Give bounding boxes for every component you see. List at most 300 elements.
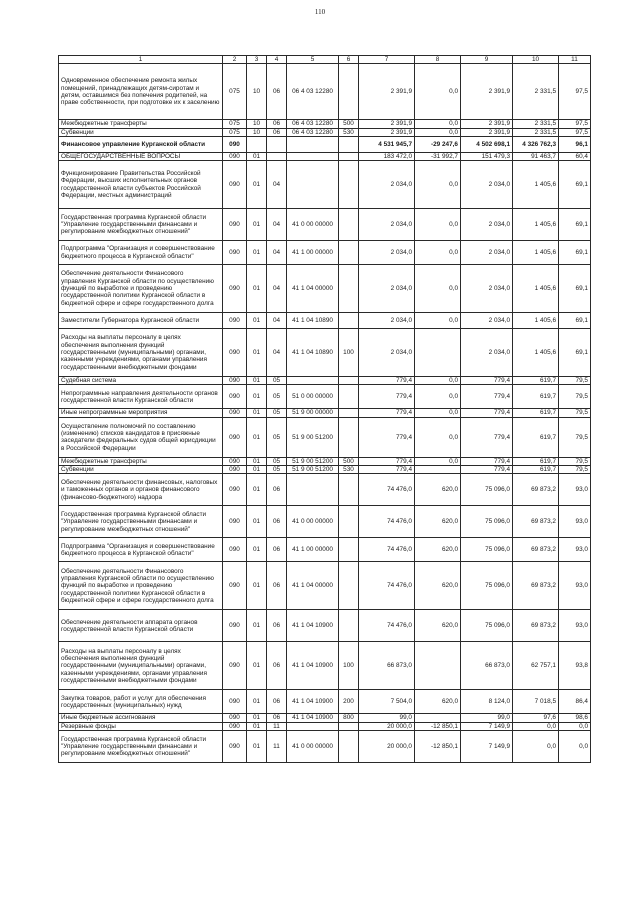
- revised-amount: 151 479,3: [461, 152, 513, 160]
- revised-amount: 66 873,0: [461, 642, 513, 690]
- table-row: [59, 64, 591, 120]
- expense-type-code: 500: [339, 457, 359, 465]
- table-row: [59, 730, 591, 762]
- ministry-code: 090: [223, 161, 247, 209]
- execution-percent: 69,1: [559, 209, 591, 241]
- header-cell-8: 8: [415, 56, 461, 64]
- execution-percent: 79,5: [559, 409, 591, 417]
- subsection-code: 04: [267, 241, 287, 265]
- change-amount: -12 850,1: [415, 730, 461, 762]
- executed-amount: 4 326 762,3: [513, 136, 559, 152]
- ministry-code: 090: [223, 690, 247, 714]
- expense-type-code: [339, 538, 359, 562]
- subsection-code: 06: [267, 642, 287, 690]
- approved-amount: 74 476,0: [359, 538, 415, 562]
- approved-amount: 779,4: [359, 409, 415, 417]
- revised-amount: 2 034,0: [461, 241, 513, 265]
- ministry-code: 075: [223, 64, 247, 120]
- table-row: [59, 690, 591, 714]
- ministry-code: 090: [223, 152, 247, 160]
- table-row: [59, 722, 591, 730]
- change-amount: [415, 329, 461, 377]
- subsection-code: 11: [267, 722, 287, 730]
- executed-amount: 1 405,6: [513, 161, 559, 209]
- approved-amount: 74 476,0: [359, 474, 415, 506]
- executed-amount: 62 757,1: [513, 642, 559, 690]
- target-item-code: 51 9 00 51200: [287, 457, 339, 465]
- expense-type-code: 530: [339, 128, 359, 136]
- header-cell-2: 2: [223, 56, 247, 64]
- header-cell-9: 9: [461, 56, 513, 64]
- header-cell-5: 5: [287, 56, 339, 64]
- executed-amount: 1 405,6: [513, 329, 559, 377]
- target-item-code: 41 1 00 00000: [287, 538, 339, 562]
- approved-amount: 20 000,0: [359, 722, 415, 730]
- ministry-code: 075: [223, 128, 247, 136]
- ministry-code: 090: [223, 209, 247, 241]
- approved-amount: 2 034,0: [359, 241, 415, 265]
- expense-type-code: 800: [339, 714, 359, 722]
- subsection-code: 06: [267, 128, 287, 136]
- section-code: 01: [247, 730, 267, 762]
- ministry-code: 090: [223, 722, 247, 730]
- executed-amount: 1 405,6: [513, 241, 559, 265]
- expense-type-code: [339, 610, 359, 642]
- subsection-code: 05: [267, 409, 287, 417]
- executed-amount: 69 873,2: [513, 538, 559, 562]
- executed-amount: 619,7: [513, 417, 559, 457]
- revised-amount: 75 096,0: [461, 562, 513, 610]
- execution-percent: 69,1: [559, 329, 591, 377]
- ministry-code: 090: [223, 313, 247, 329]
- executed-amount: 69 873,2: [513, 562, 559, 610]
- section-code: 10: [247, 64, 267, 120]
- revised-amount: 75 096,0: [461, 610, 513, 642]
- expense-type-code: 100: [339, 329, 359, 377]
- ministry-code: 075: [223, 120, 247, 128]
- execution-percent: 69,1: [559, 161, 591, 209]
- revised-amount: 75 096,0: [461, 506, 513, 538]
- change-amount: 0,0: [415, 161, 461, 209]
- row-name: Межбюджетные трансферты: [59, 457, 223, 465]
- ministry-code: 090: [223, 377, 247, 385]
- change-amount: 0,0: [415, 457, 461, 465]
- subsection-code: 05: [267, 385, 287, 409]
- subsection-code: 11: [267, 730, 287, 762]
- revised-amount: 99,0: [461, 714, 513, 722]
- change-amount: 620,0: [415, 562, 461, 610]
- execution-percent: 93,8: [559, 642, 591, 690]
- subsection-code: 06: [267, 714, 287, 722]
- revised-amount: 779,4: [461, 385, 513, 409]
- subsection-code: 04: [267, 209, 287, 241]
- revised-amount: 75 096,0: [461, 538, 513, 562]
- target-item-code: 41 1 04 10900: [287, 690, 339, 714]
- execution-percent: 93,0: [559, 562, 591, 610]
- executed-amount: 2 331,5: [513, 128, 559, 136]
- approved-amount: 779,4: [359, 457, 415, 465]
- execution-percent: 79,5: [559, 385, 591, 409]
- table-row: [59, 642, 591, 690]
- ministry-code: 090: [223, 457, 247, 465]
- approved-amount: 20 000,0: [359, 730, 415, 762]
- table-row: [59, 506, 591, 538]
- subsection-code: [267, 152, 287, 160]
- subsection-code: 05: [267, 377, 287, 385]
- revised-amount: 75 096,0: [461, 474, 513, 506]
- target-item-code: 51 0 00 00000: [287, 385, 339, 409]
- target-item-code: 41 1 04 10900: [287, 610, 339, 642]
- section-code: 01: [247, 538, 267, 562]
- execution-percent: 97,5: [559, 64, 591, 120]
- target-item-code: 51 9 00 51200: [287, 466, 339, 474]
- table-row: [59, 538, 591, 562]
- execution-percent: 86,4: [559, 690, 591, 714]
- approved-amount: 2 034,0: [359, 313, 415, 329]
- revised-amount: 779,4: [461, 417, 513, 457]
- section-code: 01: [247, 714, 267, 722]
- change-amount: 0,0: [415, 313, 461, 329]
- approved-amount: 2 034,0: [359, 161, 415, 209]
- execution-percent: 79,5: [559, 377, 591, 385]
- subsection-code: 06: [267, 610, 287, 642]
- expense-type-code: [339, 136, 359, 152]
- approved-amount: 2 391,9: [359, 128, 415, 136]
- change-amount: 0,0: [415, 265, 461, 313]
- subsection-code: 04: [267, 329, 287, 377]
- revised-amount: 2 391,9: [461, 120, 513, 128]
- approved-amount: 183 472,0: [359, 152, 415, 160]
- budget-table: [58, 55, 591, 763]
- section-code: 01: [247, 474, 267, 506]
- row-name: Одновременное обеспечение ремонта жилых помещений, принадлежащих детям-сиротам и детям, оставшимся без попечения родителей, на праве собственности, при подготовке их к заселению: [59, 64, 223, 120]
- row-name: Закупка товаров, работ и услуг для обеспечения государственных (муниципальных) нужд: [59, 690, 223, 714]
- subsection-code: 05: [267, 466, 287, 474]
- ministry-code: 090: [223, 562, 247, 610]
- expense-type-code: [339, 161, 359, 209]
- approved-amount: 66 873,0: [359, 642, 415, 690]
- table-row: [59, 313, 591, 329]
- change-amount: 0,0: [415, 417, 461, 457]
- section-code: 01: [247, 642, 267, 690]
- expense-type-code: [339, 265, 359, 313]
- change-amount: 0,0: [415, 120, 461, 128]
- executed-amount: 0,0: [513, 730, 559, 762]
- executed-amount: 619,7: [513, 457, 559, 465]
- approved-amount: 74 476,0: [359, 562, 415, 610]
- execution-percent: 97,5: [559, 120, 591, 128]
- header-cell-4: 4: [267, 56, 287, 64]
- header-cell-10: 10: [513, 56, 559, 64]
- change-amount: 0,0: [415, 241, 461, 265]
- ministry-code: 090: [223, 506, 247, 538]
- revised-amount: 2 034,0: [461, 161, 513, 209]
- expense-type-code: [339, 562, 359, 610]
- execution-percent: 96,1: [559, 136, 591, 152]
- approved-amount: 74 476,0: [359, 506, 415, 538]
- execution-percent: 79,5: [559, 466, 591, 474]
- revised-amount: 779,4: [461, 409, 513, 417]
- section-code: 01: [247, 385, 267, 409]
- revised-amount: 779,4: [461, 466, 513, 474]
- revised-amount: 7 149,9: [461, 722, 513, 730]
- target-item-code: 41 1 00 00000: [287, 241, 339, 265]
- header-cell-3: 3: [247, 56, 267, 64]
- row-name: Судебная система: [59, 377, 223, 385]
- revised-amount: 4 502 698,1: [461, 136, 513, 152]
- approved-amount: 779,4: [359, 377, 415, 385]
- execution-percent: 93,0: [559, 538, 591, 562]
- row-name: Субвенции: [59, 128, 223, 136]
- change-amount: 0,0: [415, 64, 461, 120]
- table-row: [59, 409, 591, 417]
- subsection-code: 04: [267, 265, 287, 313]
- ministry-code: 090: [223, 538, 247, 562]
- expense-type-code: [339, 722, 359, 730]
- approved-amount: 779,4: [359, 466, 415, 474]
- executed-amount: 97,6: [513, 714, 559, 722]
- change-amount: -29 247,6: [415, 136, 461, 152]
- section-code: 01: [247, 506, 267, 538]
- expense-type-code: [339, 385, 359, 409]
- change-amount: 0,0: [415, 409, 461, 417]
- subsection-code: 06: [267, 538, 287, 562]
- expense-type-code: [339, 730, 359, 762]
- target-item-code: 51 9 00 00000: [287, 409, 339, 417]
- target-item-code: 51 9 00 51200: [287, 417, 339, 457]
- change-amount: 620,0: [415, 538, 461, 562]
- target-item-code: 41 1 04 10900: [287, 714, 339, 722]
- execution-percent: 93,0: [559, 506, 591, 538]
- ministry-code: 090: [223, 642, 247, 690]
- row-name: Государственная программа Курганской области "Управление государственными финансами и регулирование межбюджетных отношений": [59, 209, 223, 241]
- expense-type-code: [339, 474, 359, 506]
- revised-amount: 779,4: [461, 457, 513, 465]
- section-code: 01: [247, 722, 267, 730]
- section-code: 01: [247, 241, 267, 265]
- expense-type-code: [339, 209, 359, 241]
- approved-amount: 2 034,0: [359, 329, 415, 377]
- executed-amount: 619,7: [513, 385, 559, 409]
- table-row: [59, 417, 591, 457]
- table-header-row: [59, 56, 591, 64]
- subsection-code: [267, 136, 287, 152]
- section-code: 01: [247, 313, 267, 329]
- revised-amount: 7 149,9: [461, 730, 513, 762]
- change-amount: [415, 642, 461, 690]
- approved-amount: 779,4: [359, 385, 415, 409]
- table-row: [59, 457, 591, 465]
- row-name: Функционирование Правительства Российской Федерации, высших исполнительных органов государственной власти субъектов Российской Федерации, местных администраций: [59, 161, 223, 209]
- executed-amount: 2 331,5: [513, 120, 559, 128]
- execution-percent: 93,0: [559, 474, 591, 506]
- target-item-code: [287, 722, 339, 730]
- target-item-code: 41 0 00 00000: [287, 506, 339, 538]
- execution-percent: 0,0: [559, 730, 591, 762]
- subsection-code: 06: [267, 506, 287, 538]
- row-name: Расходы на выплаты персоналу в целях обеспечения выполнения функций государственными (муниципальными) органами, казенными учреждениями, органами управления государственными внебюджетными фондами: [59, 329, 223, 377]
- section-code: 01: [247, 690, 267, 714]
- row-name: Межбюджетные трансферты: [59, 120, 223, 128]
- table-row: [59, 209, 591, 241]
- target-item-code: 41 1 04 00000: [287, 562, 339, 610]
- ministry-code: 090: [223, 474, 247, 506]
- subsection-code: 06: [267, 562, 287, 610]
- row-name: Заместители Губернатора Курганской области: [59, 313, 223, 329]
- table-row: [59, 152, 591, 160]
- section-code: [247, 136, 267, 152]
- executed-amount: 619,7: [513, 466, 559, 474]
- approved-amount: 2 391,9: [359, 120, 415, 128]
- revised-amount: 2 034,0: [461, 329, 513, 377]
- table-row: [59, 610, 591, 642]
- section-code: 01: [247, 610, 267, 642]
- subsection-code: 04: [267, 313, 287, 329]
- change-amount: 620,0: [415, 690, 461, 714]
- section-code: 10: [247, 120, 267, 128]
- row-name: Осуществление полномочий по составлению (изменению) списков кандидатов в присяжные заседатели федеральных судов общей юрисдикции в Российской Федерации: [59, 417, 223, 457]
- target-item-code: [287, 136, 339, 152]
- change-amount: 620,0: [415, 610, 461, 642]
- row-name: Обеспечение деятельности Финансового управления Курганской области по осуществлению функций по выработке и проведению государственной политики Курганской области в бюджетной сфере и сфере государственного долга: [59, 265, 223, 313]
- target-item-code: [287, 161, 339, 209]
- ministry-code: 090: [223, 714, 247, 722]
- change-amount: 0,0: [415, 209, 461, 241]
- subsection-code: 06: [267, 120, 287, 128]
- expense-type-code: [339, 377, 359, 385]
- change-amount: [415, 466, 461, 474]
- execution-percent: 93,0: [559, 610, 591, 642]
- section-code: 01: [247, 265, 267, 313]
- ministry-code: 090: [223, 265, 247, 313]
- target-item-code: 41 0 00 00000: [287, 209, 339, 241]
- section-code: 01: [247, 457, 267, 465]
- execution-percent: 69,1: [559, 241, 591, 265]
- execution-percent: 69,1: [559, 265, 591, 313]
- table-row: [59, 385, 591, 409]
- target-item-code: [287, 377, 339, 385]
- table-row: [59, 120, 591, 128]
- row-name: Иные бюджетные ассигнования: [59, 714, 223, 722]
- executed-amount: 69 873,2: [513, 474, 559, 506]
- change-amount: 620,0: [415, 506, 461, 538]
- row-name: Обеспечение деятельности аппарата органов государственной власти Курганской области: [59, 610, 223, 642]
- approved-amount: 74 476,0: [359, 610, 415, 642]
- expense-type-code: [339, 506, 359, 538]
- revised-amount: 8 124,0: [461, 690, 513, 714]
- target-item-code: 41 1 04 10890: [287, 329, 339, 377]
- ministry-code: 090: [223, 136, 247, 152]
- ministry-code: 090: [223, 329, 247, 377]
- subsection-code: 05: [267, 457, 287, 465]
- target-item-code: [287, 474, 339, 506]
- subsection-code: 06: [267, 474, 287, 506]
- row-name: Резервные фонды: [59, 722, 223, 730]
- row-name: Иные непрограммные мероприятия: [59, 409, 223, 417]
- row-name: ОБЩЕГОСУДАРСТВЕННЫЕ ВОПРОСЫ: [59, 152, 223, 160]
- revised-amount: 2 391,9: [461, 64, 513, 120]
- target-item-code: 06 4 03 12280: [287, 120, 339, 128]
- section-code: 10: [247, 128, 267, 136]
- table-row: [59, 562, 591, 610]
- target-item-code: [287, 152, 339, 160]
- section-code: 01: [247, 161, 267, 209]
- target-item-code: 06 4 03 12280: [287, 128, 339, 136]
- target-item-code: 41 1 04 00000: [287, 265, 339, 313]
- executed-amount: 0,0: [513, 722, 559, 730]
- revised-amount: 2 034,0: [461, 265, 513, 313]
- expense-type-code: 200: [339, 690, 359, 714]
- ministry-code: 090: [223, 417, 247, 457]
- revised-amount: 2 034,0: [461, 313, 513, 329]
- subsection-code: 06: [267, 690, 287, 714]
- ministry-code: 090: [223, 385, 247, 409]
- change-amount: 0,0: [415, 128, 461, 136]
- table-row: [59, 329, 591, 377]
- header-cell-11: 11: [559, 56, 591, 64]
- executed-amount: 91 463,7: [513, 152, 559, 160]
- section-code: 01: [247, 562, 267, 610]
- expense-type-code: [339, 241, 359, 265]
- execution-percent: 69,1: [559, 313, 591, 329]
- execution-percent: 97,5: [559, 128, 591, 136]
- row-name: Подпрограмма "Организация и совершенствование бюджетного процесса в Курганской области": [59, 538, 223, 562]
- change-amount: 620,0: [415, 474, 461, 506]
- ministry-code: 090: [223, 409, 247, 417]
- executed-amount: 2 331,5: [513, 64, 559, 120]
- change-amount: 0,0: [415, 385, 461, 409]
- section-code: 01: [247, 377, 267, 385]
- change-amount: [415, 714, 461, 722]
- execution-percent: 60,4: [559, 152, 591, 160]
- table-row: [59, 136, 591, 152]
- executed-amount: 619,7: [513, 377, 559, 385]
- table-row: [59, 714, 591, 722]
- change-amount: 0,0: [415, 377, 461, 385]
- section-code: 01: [247, 209, 267, 241]
- approved-amount: 2 391,9: [359, 64, 415, 120]
- row-name: Государственная программа Курганской области "Управление государственными финансами и регулирование межбюджетных отношений": [59, 506, 223, 538]
- table-row: [59, 466, 591, 474]
- change-amount: -31 992,7: [415, 152, 461, 160]
- expense-type-code: [339, 417, 359, 457]
- ministry-code: 090: [223, 730, 247, 762]
- change-amount: -12 850,1: [415, 722, 461, 730]
- ministry-code: 090: [223, 610, 247, 642]
- row-name: Финансовое управление Курганской области: [59, 136, 223, 152]
- execution-percent: 79,5: [559, 417, 591, 457]
- row-name: Подпрограмма "Организация и совершенствование бюджетного процесса в Курганской области": [59, 241, 223, 265]
- table-row: [59, 241, 591, 265]
- subsection-code: 06: [267, 64, 287, 120]
- target-item-code: 06 4 03 12280: [287, 64, 339, 120]
- ministry-code: 090: [223, 241, 247, 265]
- section-code: 01: [247, 152, 267, 160]
- approved-amount: 2 034,0: [359, 265, 415, 313]
- row-name: Субвенции: [59, 466, 223, 474]
- row-name: Расходы на выплаты персоналу в целях обеспечения выполнения функций государственными (муниципальными) органами, казенными учреждениями, органами управления государственными внебюджетными фондами: [59, 642, 223, 690]
- expense-type-code: 100: [339, 642, 359, 690]
- table-row: [59, 377, 591, 385]
- table-row: [59, 265, 591, 313]
- revised-amount: 2 034,0: [461, 209, 513, 241]
- approved-amount: 7 504,0: [359, 690, 415, 714]
- header-cell-6: 6: [339, 56, 359, 64]
- header-cell-1: 1: [59, 56, 223, 64]
- expense-type-code: [339, 409, 359, 417]
- executed-amount: 619,7: [513, 409, 559, 417]
- section-code: 01: [247, 329, 267, 377]
